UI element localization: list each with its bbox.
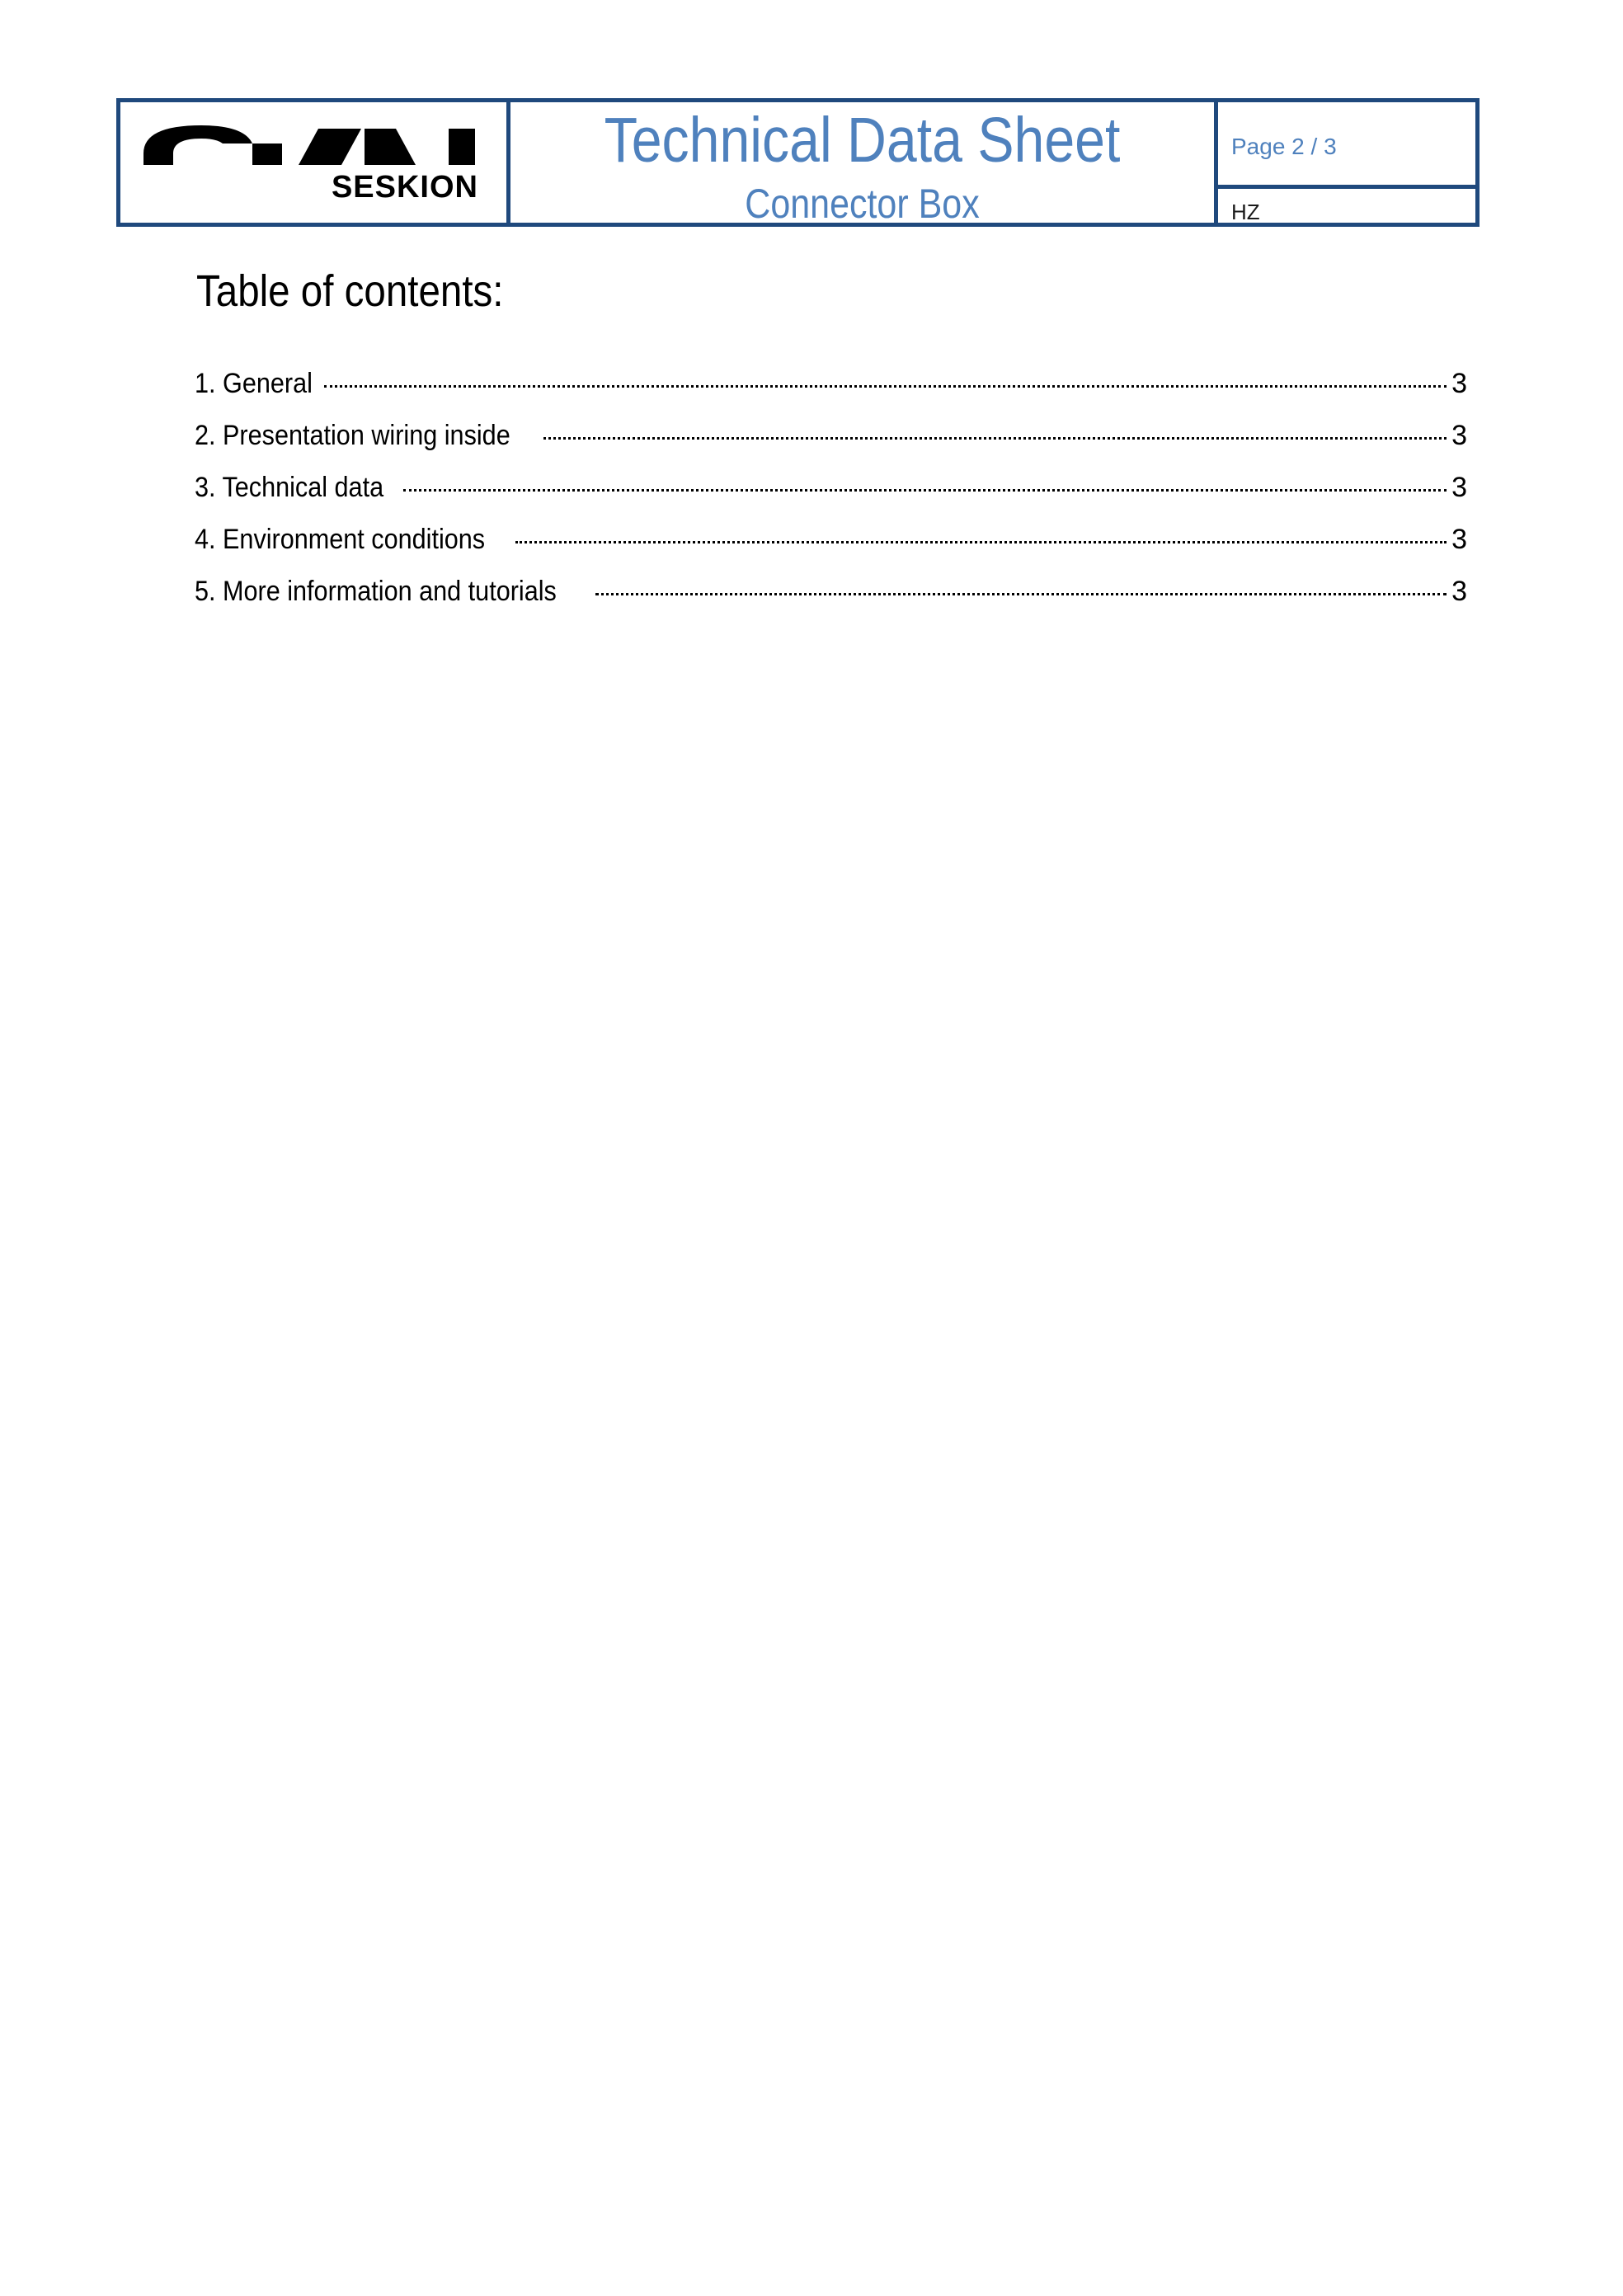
- toc-entry-more-information[interactable]: [195, 576, 1467, 628]
- meta-cell: [1218, 102, 1475, 223]
- toc-entry-label: 1. General: [195, 368, 313, 399]
- page-number-cell: [1218, 102, 1475, 189]
- toc-entry-environment-conditions[interactable]: [195, 524, 1467, 576]
- document-title: Technical Data Sheet: [604, 105, 1121, 176]
- toc-entry-technical-data[interactable]: [195, 472, 1467, 524]
- toc-entry-page: 3: [1451, 524, 1467, 555]
- toc-entry-page: 3: [1451, 420, 1467, 451]
- company-logo: [143, 125, 482, 165]
- toc-entry-label: 3. Technical data: [195, 472, 384, 503]
- page-number: Page 2 / 3: [1231, 134, 1337, 159]
- toc-leader-dots: [595, 593, 1447, 595]
- toc-entry-presentation-wiring[interactable]: [195, 420, 1467, 472]
- toc-leader-dots: [403, 489, 1447, 492]
- title-cell: [510, 102, 1218, 227]
- toc-entry-page: 3: [1451, 576, 1467, 607]
- document-header: [116, 98, 1480, 227]
- toc-entry-page: 3: [1451, 368, 1467, 399]
- toc-entry-label: 4. Environment conditions: [195, 524, 486, 555]
- toc-leader-dots: [515, 541, 1447, 543]
- toc-entry-general[interactable]: [195, 368, 1467, 420]
- logo-cell: [120, 102, 510, 223]
- document-subtitle: Connector Box: [745, 181, 980, 227]
- toc-leader-dots: [324, 385, 1447, 388]
- toc-entry-label: 5. More information and tutorials: [195, 576, 557, 607]
- toc-entry-label: 2. Presentation wiring inside: [195, 420, 510, 451]
- toc-entry-page: 3: [1451, 472, 1467, 503]
- toc-heading: Table of contents:: [196, 266, 504, 316]
- logo-wordmark: SESKION: [331, 170, 478, 205]
- toc-leader-dots: [543, 437, 1447, 440]
- document-code: HZ: [1231, 200, 1260, 224]
- toc-list: [195, 368, 1467, 628]
